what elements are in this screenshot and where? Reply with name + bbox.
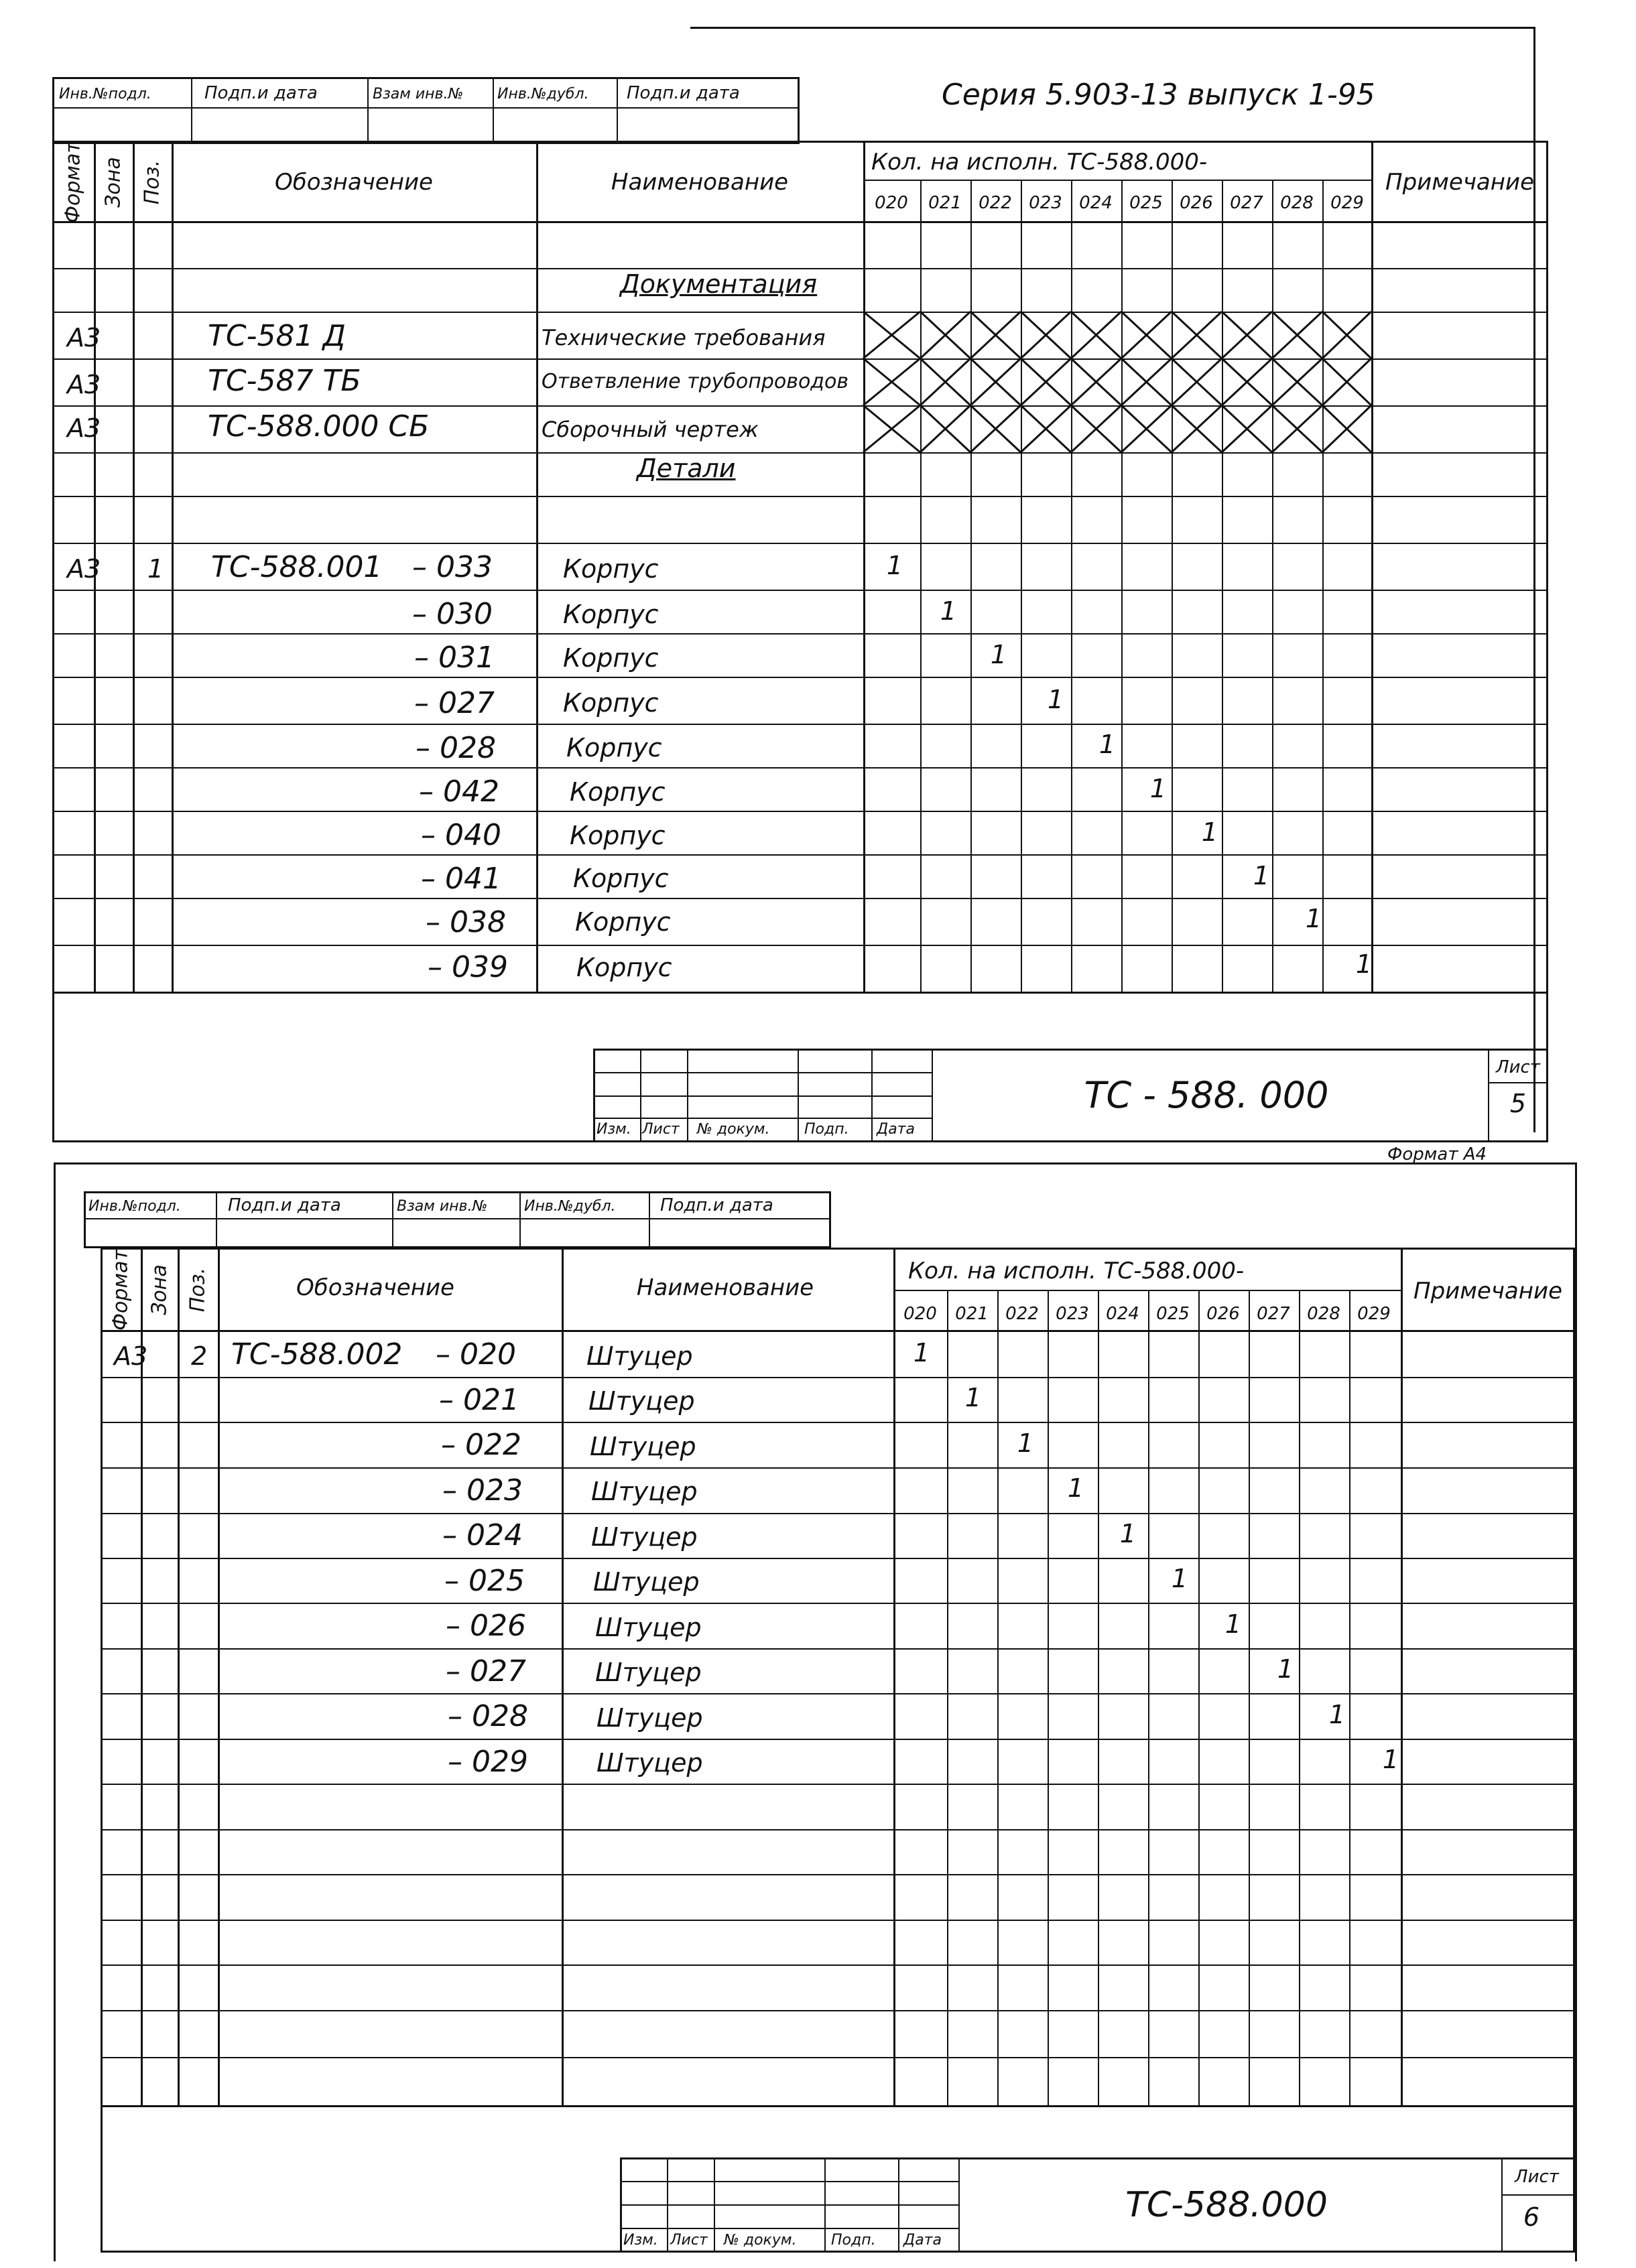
part-format: А3	[67, 554, 101, 584]
variant-header: 027	[1230, 193, 1263, 213]
col-format-header: Формат	[61, 141, 85, 223]
variant-header: 024	[1079, 193, 1113, 213]
document-number: ТС - 588. 000	[1084, 1074, 1329, 1116]
variant-header: 021	[928, 193, 962, 213]
part-suffix: – 021	[439, 1383, 519, 1417]
part-name: Штуцер	[591, 1477, 698, 1506]
part-suffix: – 025	[444, 1564, 525, 1598]
col-name-header: Наименование	[611, 169, 789, 196]
part-name: Корпус	[563, 643, 659, 673]
variant-header: 027	[1257, 1304, 1290, 1324]
doc-format: А3	[67, 323, 101, 352]
qty-value: 1	[1305, 904, 1322, 933]
part-name: Штуцер	[588, 1386, 695, 1416]
qty-value: 1	[1047, 685, 1064, 714]
qty-value: 1	[1382, 1745, 1399, 1774]
qty-value: 1	[964, 1383, 982, 1412]
part-base-designation: ТС-588.001	[211, 550, 383, 584]
format-note: Формат А4	[1387, 1144, 1487, 1164]
col-pos-header: Поз.	[140, 159, 164, 205]
part-suffix: – 027	[446, 1654, 526, 1688]
col-name-header: Наименование	[636, 1274, 814, 1301]
variant-header: 023	[1029, 193, 1062, 213]
col-note-header: Примечание	[1385, 169, 1534, 196]
sheet-number: 5	[1509, 1089, 1527, 1118]
part-suffix: – 028	[416, 731, 496, 765]
col-qty-header: Кол. на исполн. ТС-588.000-	[908, 1258, 1245, 1284]
part-name: Корпус	[563, 600, 659, 629]
part-name: Корпус	[575, 907, 671, 937]
part-name: Штуцер	[595, 1658, 702, 1687]
part-name: Штуцер	[596, 1703, 703, 1733]
part-name: Штуцер	[595, 1613, 702, 1642]
part-suffix: – 042	[419, 775, 499, 809]
title-label: Подп.	[831, 2232, 876, 2249]
series-header: Серия 5.903-13 выпуск 1-95	[942, 78, 1375, 112]
title-label: № докум.	[724, 2232, 797, 2249]
part-suffix: – 030	[412, 597, 493, 631]
variant-header: 024	[1106, 1304, 1139, 1324]
part-suffix: – 024	[442, 1518, 523, 1552]
part-name: Корпус	[576, 953, 672, 982]
title-label: № докум.	[697, 1121, 770, 1138]
stamp-label: Взам инв.№	[373, 86, 464, 103]
col-pos-header: Поз.	[186, 1267, 210, 1313]
part-suffix: – 028	[448, 1699, 528, 1733]
qty-value: 1	[1277, 1654, 1294, 1684]
part-suffix: – 022	[441, 1428, 521, 1462]
title-label: Подп.	[804, 1121, 849, 1138]
qty-value: 1	[1224, 1609, 1242, 1639]
doc-designation: ТС-588.000 СБ	[208, 409, 430, 444]
qty-value: 1	[1067, 1473, 1084, 1503]
doc-name: Ответвление трубопроводов	[542, 370, 849, 393]
title-label: Дата	[903, 2232, 942, 2249]
stamp-label: Инв.№подл.	[88, 1198, 181, 1215]
qty-value: 1	[1171, 1564, 1188, 1593]
part-name: Корпус	[573, 864, 669, 893]
variant-header: 026	[1206, 1304, 1240, 1324]
part-suffix: – 038	[426, 905, 506, 939]
part-suffix: – 029	[448, 1745, 528, 1779]
separator-line	[54, 1162, 1575, 1164]
variant-header: 028	[1280, 193, 1314, 213]
stamp-label: Инв.№подл.	[59, 86, 151, 103]
title-label: Дата	[877, 1121, 915, 1138]
col-qty-header: Кол. на исполн. ТС-588.000-	[871, 149, 1208, 176]
doc-name: Сборочный чертеж	[542, 417, 759, 442]
title-label: Лист	[642, 1121, 680, 1138]
part-base-designation: ТС-588.002	[231, 1337, 403, 1372]
variant-header: 025	[1156, 1304, 1190, 1324]
qty-value: 1	[940, 596, 957, 626]
qty-value: 1	[1017, 1428, 1034, 1458]
col-designation-header: Обозначение	[275, 169, 433, 196]
doc-format: А3	[67, 413, 101, 443]
stamp-label: Подп.и дата	[228, 1195, 341, 1215]
sheet-number: 6	[1523, 2202, 1540, 2232]
part-suffix: – 023	[442, 1473, 523, 1508]
part-name: Корпус	[563, 554, 659, 584]
stamp-label: Инв.№дубл.	[497, 86, 589, 103]
part-pos: 1	[147, 554, 164, 584]
col-note-header: Примечание	[1413, 1278, 1562, 1305]
variant-header: 029	[1357, 1304, 1391, 1324]
variant-header: 029	[1330, 193, 1364, 213]
doc-format: А3	[67, 370, 101, 399]
part-suffix: – 040	[421, 818, 501, 852]
document-number: ТС-588.000	[1125, 2185, 1328, 2225]
part-name: Корпус	[570, 821, 666, 850]
variant-header: 020	[875, 193, 908, 213]
qty-value: 1	[1098, 730, 1116, 759]
part-name: Штуцер	[591, 1522, 698, 1552]
variant-header: 022	[1005, 1304, 1039, 1324]
stamp-label: Подп.и дата	[660, 1195, 773, 1215]
title-label: Изм.	[596, 1121, 631, 1138]
title-label: Изм.	[623, 2232, 658, 2249]
part-suffix: – 031	[414, 641, 495, 675]
part-name: Корпус	[563, 688, 659, 718]
part-pos: 2	[191, 1341, 208, 1371]
qty-value: 1	[1149, 774, 1167, 803]
stamp-label: Взам инв.№	[397, 1198, 488, 1215]
col-zone-header: Зона	[101, 157, 125, 208]
qty-value: 1	[913, 1338, 930, 1368]
variant-header: 026	[1180, 193, 1213, 213]
part-suffix: – 039	[428, 950, 508, 984]
qty-value: 1	[1119, 1519, 1137, 1548]
part-name: Корпус	[570, 777, 666, 807]
sheet-label: Лист	[1496, 1057, 1540, 1077]
doc-designation: ТС-581 Д	[208, 319, 346, 353]
part-name: Штуцер	[593, 1567, 700, 1597]
part-suffix: – 027	[414, 686, 495, 720]
qty-value: 1	[990, 640, 1007, 669]
col-designation-header: Обозначение	[296, 1274, 454, 1301]
qty-value: 1	[1201, 817, 1218, 847]
stamp-label: Подп.и дата	[627, 83, 740, 103]
variant-header: 028	[1307, 1304, 1340, 1324]
variant-header: 021	[955, 1304, 989, 1324]
qty-value: 1	[1328, 1700, 1346, 1729]
variant-header: 023	[1056, 1304, 1089, 1324]
part-name: Корпус	[566, 733, 662, 762]
qty-value: 1	[886, 551, 903, 580]
qty-value: 1	[1355, 949, 1373, 979]
col-zone-header: Зона	[147, 1264, 172, 1315]
spec-table-2	[101, 1248, 1575, 2253]
section-documentation: Документация	[620, 269, 818, 299]
col-format-header: Формат	[109, 1249, 133, 1331]
part-name: Штуцер	[590, 1432, 696, 1461]
part-name: Штуцер	[586, 1341, 693, 1371]
title-label: Лист	[670, 2232, 708, 2249]
variant-header: 025	[1129, 193, 1163, 213]
part-name: Штуцер	[596, 1748, 703, 1778]
variant-header: 020	[903, 1304, 937, 1324]
qty-value: 1	[1253, 861, 1270, 890]
stamp-label: Подп.и дата	[204, 83, 318, 103]
part-suffix: – 026	[446, 1609, 526, 1643]
doc-name: Технические требования	[542, 325, 826, 350]
doc-designation: ТС-587 ТБ	[208, 364, 361, 398]
section-parts: Детали	[637, 454, 736, 483]
sheet-label: Лист	[1515, 2167, 1559, 2187]
part-suffix: – 020	[436, 1337, 516, 1372]
part-suffix: – 033	[412, 550, 493, 584]
stamp-label: Инв.№дубл.	[524, 1198, 616, 1215]
part-suffix: – 041	[421, 862, 501, 896]
part-format: А3	[114, 1341, 148, 1371]
variant-header: 022	[979, 193, 1012, 213]
